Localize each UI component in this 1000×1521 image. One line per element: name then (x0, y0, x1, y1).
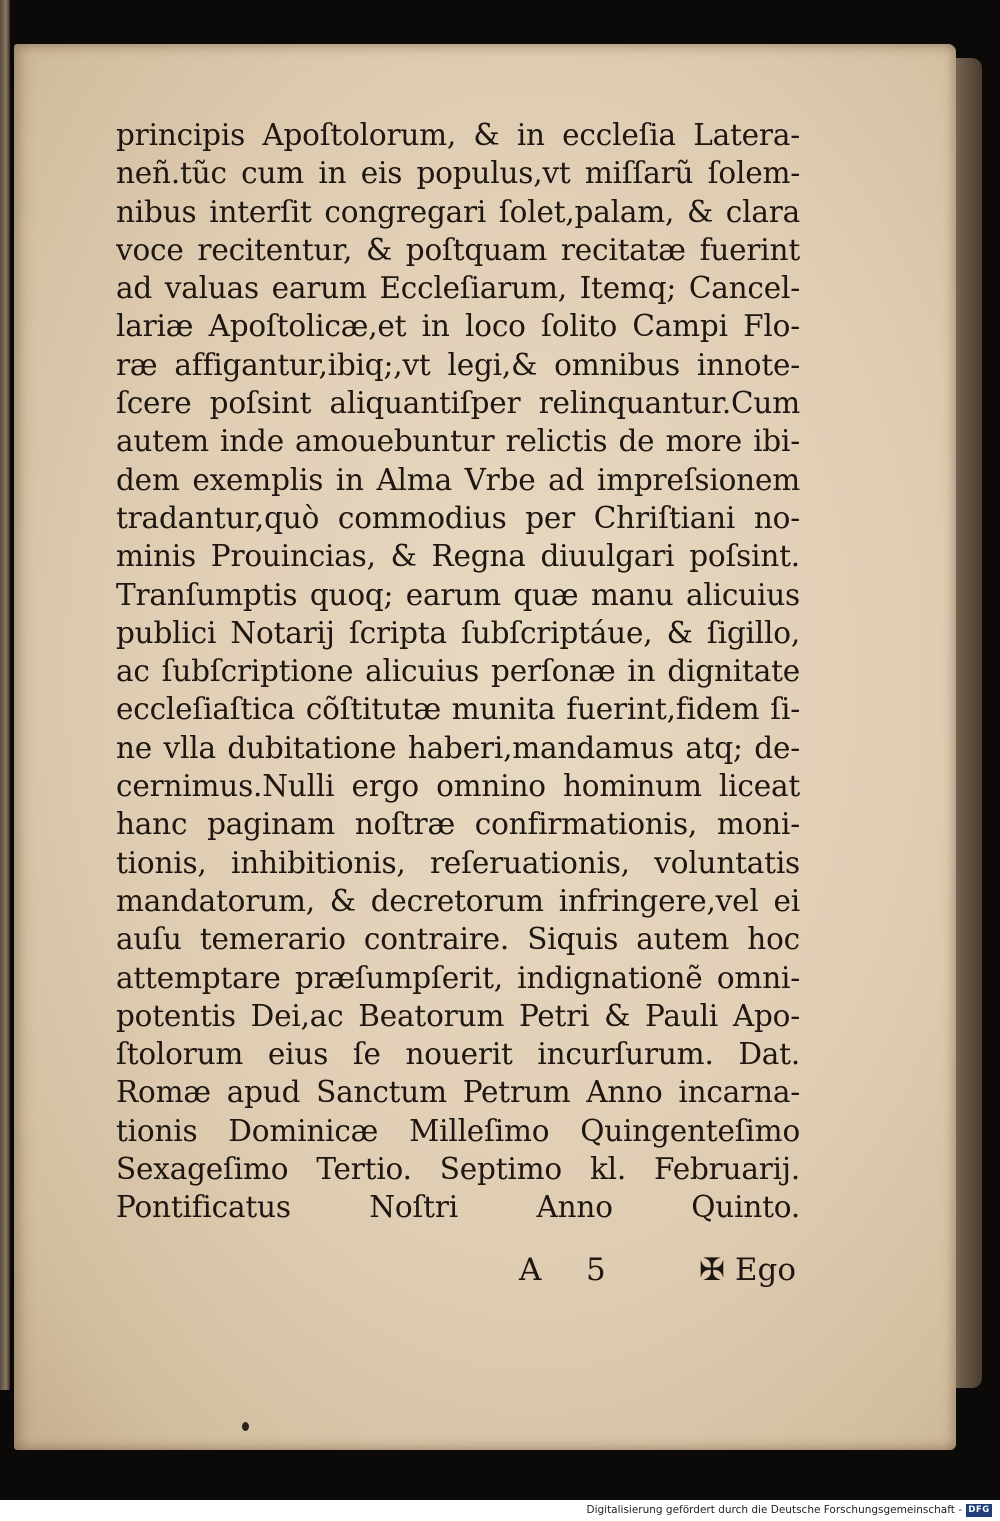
text-line: eccleſiaſtica cõſtitutæ munita fuerint,fidem ſi- (116, 692, 800, 727)
text-line: ſcere poſsint aliquantiſper relinquantur.Cum (116, 386, 800, 421)
text-line: principis Apoſtolorum, & in eccleſia Latera- (116, 118, 800, 152)
text-line: ræ affigantur,ibiq;,vt legi,& omnibus innote- (116, 347, 800, 382)
signature-mark: A (519, 1252, 542, 1288)
text-line: hanc paginam noſtræ confirmationis, moni- (116, 807, 800, 842)
text-line: voce recitentur, & poſtquam recitatæ fuerint (116, 232, 800, 267)
previous-page-edge (0, 0, 10, 1390)
text-line: minis Prouincias, & Regna diuulgari poſsint. (116, 539, 800, 574)
dfg-logo: DFG (966, 1504, 992, 1517)
body-text (116, 116, 800, 1227)
text-line: ad valuas earum Eccleſiarum, Itemq; Cancel- (116, 271, 800, 306)
text-line: autem inde amouebuntur relictis de more ibi- (116, 424, 800, 459)
text-line: dem exemplis in Alma Vrbe ad impreſsionem (116, 462, 800, 497)
text-line: Romæ apud Sanctum Petrum Anno incarna- (116, 1075, 800, 1110)
text-line: cernimus.Nulli ergo omnino hominum liceat (116, 769, 800, 804)
text-line: potentis Dei,ac Beatorum Petri & Pauli Apo- (116, 998, 800, 1033)
text-line: auſu temerario contraire. Siquis autem hoc (116, 922, 800, 957)
text-line: lariæ Apoſtolicæ,et in loco ſolito Campi Flo- (116, 309, 800, 344)
text-line: Tranſumptis quoq; earum quæ manu alicuius (116, 577, 800, 612)
text-line: tradantur,quò commodius per Chriſtiani no- (116, 500, 800, 535)
text-line: ſtolorum eius ſe nouerit incurſurum. Dat. (116, 1037, 800, 1072)
signature-number: 5 (586, 1252, 606, 1288)
footer-bar (0, 1500, 1000, 1521)
signature-line (116, 1252, 800, 1296)
text-line: neñ.tũc cum in eis populus,vt miſſarũ ſolem- (116, 156, 800, 191)
text-line: Sexageſimo Tertio. Septimo kl. Februarij. (116, 1152, 800, 1187)
funding-credit: Digitalisierung gefördert durch die Deutsche Forschungsgemeinschaft - (586, 1504, 962, 1516)
text-line: nibus interſit congregari ſolet,palam, & clara (116, 194, 800, 229)
text-line: tionis, inhibitionis, reſeruationis, voluntatis (116, 845, 800, 880)
text-line: tionis Dominicæ Milleſimo Quingenteſimo (116, 1113, 800, 1148)
text-line: Pontificatus Noſtri Anno Quinto. (116, 1190, 800, 1225)
ink-spot (242, 1422, 249, 1431)
text-line: attemptare præſumpſerit, indignationẽ omni- (116, 960, 800, 995)
text-line: ne vlla dubitatione haberi,mandamus atq; de- (116, 730, 800, 765)
text-line: mandatorum, & decretorum infringere,vel ei (116, 883, 800, 918)
catchword: ✠ Ego (699, 1252, 796, 1288)
text-line: publici Notarij ſcripta ſubſcriptáue, & ſigillo, (116, 615, 800, 650)
text-line: ac ſubſcriptione alicuius perſonæ in dignitate (116, 654, 800, 689)
